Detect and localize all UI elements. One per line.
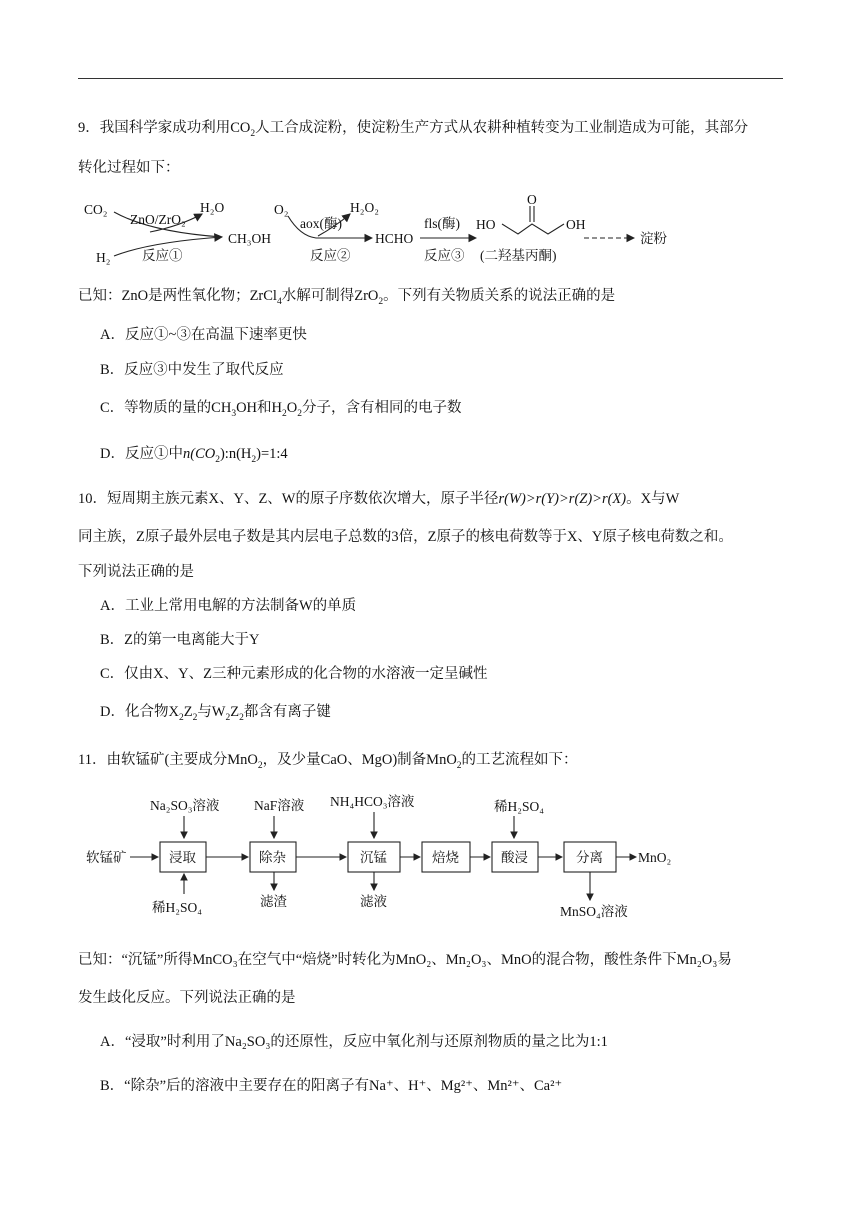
scheme-starch: 淀粉 bbox=[640, 231, 667, 246]
flow-step5: 酸浸 bbox=[501, 850, 528, 865]
flow-step4: 焙烧 bbox=[432, 850, 459, 865]
q11-known-line2: 发生歧化反应。下列说法正确的是 bbox=[78, 990, 296, 1006]
q10-stem-line3: 下列说法正确的是 bbox=[78, 564, 194, 580]
q10-option-d[interactable]: D．化合物$X_2Z_2$与$W_2Z_2$都含有离子键 bbox=[100, 704, 331, 723]
q10-option-b[interactable]: B．Z的第一电离能大于Y bbox=[100, 632, 260, 648]
scheme-h2: H₂ bbox=[96, 250, 111, 265]
q10-option-a[interactable]: A．工业上常用电解的方法制备W的单质 bbox=[100, 598, 357, 614]
flow-step6: 分离 bbox=[576, 850, 603, 865]
scheme-aox: aox(酶) bbox=[300, 216, 342, 231]
flow-step3: 沉锰 bbox=[360, 850, 387, 865]
scheme-catalyst1: ZnO/ZrO₂ bbox=[130, 212, 186, 227]
scheme-rxn1: 反应① bbox=[142, 248, 183, 263]
q9-stem-line2: 转化过程如下： bbox=[78, 160, 180, 176]
q9-stem-line1: 9．我国科学家成功利用$CO_2$人工合成淀粉，使淀粉生产方式从农耕种植转变为工业制造成为可能，其部分 bbox=[78, 120, 749, 139]
scheme-h2o2: H₂O₂ bbox=[350, 200, 379, 215]
scheme-h2o: H₂O bbox=[200, 200, 225, 215]
scheme-dha-oh: OH bbox=[566, 217, 586, 232]
q9-known: 已知：ZnO是两性氧化物；ZrCl$_4$水解可制得ZrO$_2$。下列有关物质关系的说法正确的是 bbox=[78, 288, 616, 307]
q10-stem-line1: 10．短周期主族元素X、Y、Z、W的原子序数依次增大，原子半径r(W)>r(Y)>r(Z)>r(X)。X与W bbox=[78, 491, 680, 507]
q9-option-c[interactable]: C．等物质的量的$CH_3OH$和$H_2O_2$分子，含有相同的电子数 bbox=[100, 400, 462, 419]
flow-step2: 除杂 bbox=[259, 850, 286, 865]
scheme-o2: O₂ bbox=[274, 202, 289, 217]
scheme-dha-name: (二羟基丙酮) bbox=[480, 248, 557, 263]
q10-stem-line2: 同主族，Z原子最外层电子数是其内层电子总数的3倍，Z原子的核电荷数等于X、Y原子核电荷数之和。 bbox=[78, 529, 733, 545]
flow-product: MnO₂ bbox=[638, 850, 672, 865]
scheme-rxn3: 反应③ bbox=[424, 248, 465, 263]
flow-reagent-na2so3: Na₂SO₃溶液 bbox=[150, 798, 220, 813]
flow-step1: 浸取 bbox=[169, 850, 196, 865]
scheme-fls: fls(酶) bbox=[424, 216, 460, 231]
scheme-hcho: HCHO bbox=[375, 231, 414, 246]
q11-option-a[interactable]: A．“浸取”时利用了Na₂SO₃的还原性，反应中氧化剂与还原剂物质的量之比为1:1 bbox=[100, 1034, 608, 1050]
q11-stem: 11．由软锰矿(主要成分MnO$_2$，及少量CaO、MgO)制备MnO$_2$的工艺流程如下： bbox=[78, 752, 578, 771]
q10-option-c[interactable]: C．仅由X、Y、Z三种元素形成的化合物的水溶液一定呈碱性 bbox=[100, 666, 488, 682]
scheme-dha-ho: HO bbox=[476, 217, 496, 232]
flow-reagent-naf: NaF溶液 bbox=[254, 798, 305, 813]
flow-out-residue: 滤渣 bbox=[260, 894, 287, 909]
flow-out-mnso4: MnSO₄溶液 bbox=[560, 904, 628, 919]
flow-reagent-h2so4-bottom: 稀H₂SO₄ bbox=[152, 900, 202, 915]
scheme-dha-o: O bbox=[527, 192, 537, 207]
flow-reagent-nh4hco3: NH₄HCO₃溶液 bbox=[330, 794, 415, 809]
q11-option-b[interactable]: B．“除杂”后的溶液中主要存在的阳离子有Na⁺、H⁺、Mg²⁺、Mn²⁺、Ca²⁺ bbox=[100, 1078, 563, 1094]
scheme-co2: CO₂ bbox=[84, 202, 108, 217]
q9-option-d[interactable]: D．反应①中$n(CO_2):n(H_2)=1:4$ bbox=[100, 446, 288, 465]
scheme-rxn2: 反应② bbox=[310, 248, 351, 263]
scheme-ch3oh: CH₃OH bbox=[228, 231, 271, 246]
q9-option-a[interactable]: A．反应①~③在高温下速率更快 bbox=[100, 327, 307, 343]
flow-feed: 软锰矿 bbox=[86, 850, 127, 865]
flow-reagent-h2so4-top: 稀H₂SO₄ bbox=[494, 799, 544, 814]
flow-out-filtrate: 滤液 bbox=[360, 894, 387, 909]
q11-known-line1: 已知：“沉锰”所得MnCO₃在空气中“焙烧”时转化为MnO₂、Mn₂O₃、MnO的混合物，酸性条件下Mn₂O₃易 bbox=[78, 952, 732, 968]
q9-option-b[interactable]: B．反应③中发生了取代反应 bbox=[100, 362, 284, 378]
